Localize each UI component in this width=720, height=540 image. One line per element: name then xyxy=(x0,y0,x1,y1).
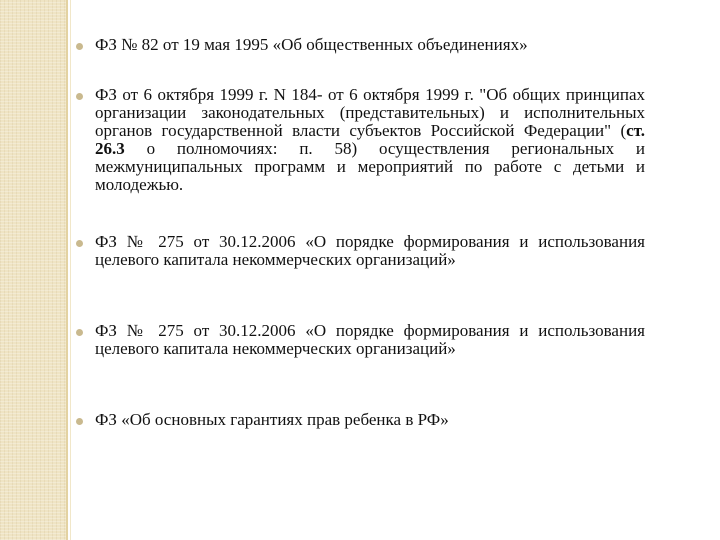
bullet-icon xyxy=(76,240,83,247)
list-item xyxy=(95,322,645,358)
list-item-text: ФЗ № 275 от 30.12.2006 «О порядке формирования и использования целевого капитала некоммерческих организаций» xyxy=(95,321,645,358)
list-item xyxy=(95,233,645,269)
bullet-icon xyxy=(76,93,83,100)
bullet-icon xyxy=(76,43,83,50)
list-item xyxy=(95,411,645,429)
list-item-text: ФЗ № 275 от 30.12.2006 «О порядке формирования и использования целевого капитала некоммерческих организаций» xyxy=(95,232,645,269)
bullet-icon xyxy=(76,418,83,425)
list-item-text: ФЗ от 6 октября 1999 г. N 184- от 6 октября 1999 г. "Об общих принципах организации законодательных (представительных) и исполнительных органов государственной власти субъектов Российской Федерации" ( xyxy=(95,85,645,140)
side-divider-line xyxy=(66,0,68,540)
list-item xyxy=(95,36,645,54)
list-item-text: о полномочиях: п. 58) осуществления региональных и межмуниципальных программ и мероприятий по работе с детьми и молодежью. xyxy=(95,139,645,194)
bullet-icon xyxy=(76,329,83,336)
list-item-bold-text: ст. 26.3 xyxy=(95,121,645,158)
list-item xyxy=(95,86,645,194)
side-divider-line-thin xyxy=(70,0,71,540)
list-item-text: ФЗ «Об основных гарантиях прав ребенка в РФ» xyxy=(95,410,449,429)
list-item-text: ФЗ № 82 от 19 мая 1995 «Об общественных объединениях» xyxy=(95,35,528,54)
decorative-side-band xyxy=(0,0,66,540)
